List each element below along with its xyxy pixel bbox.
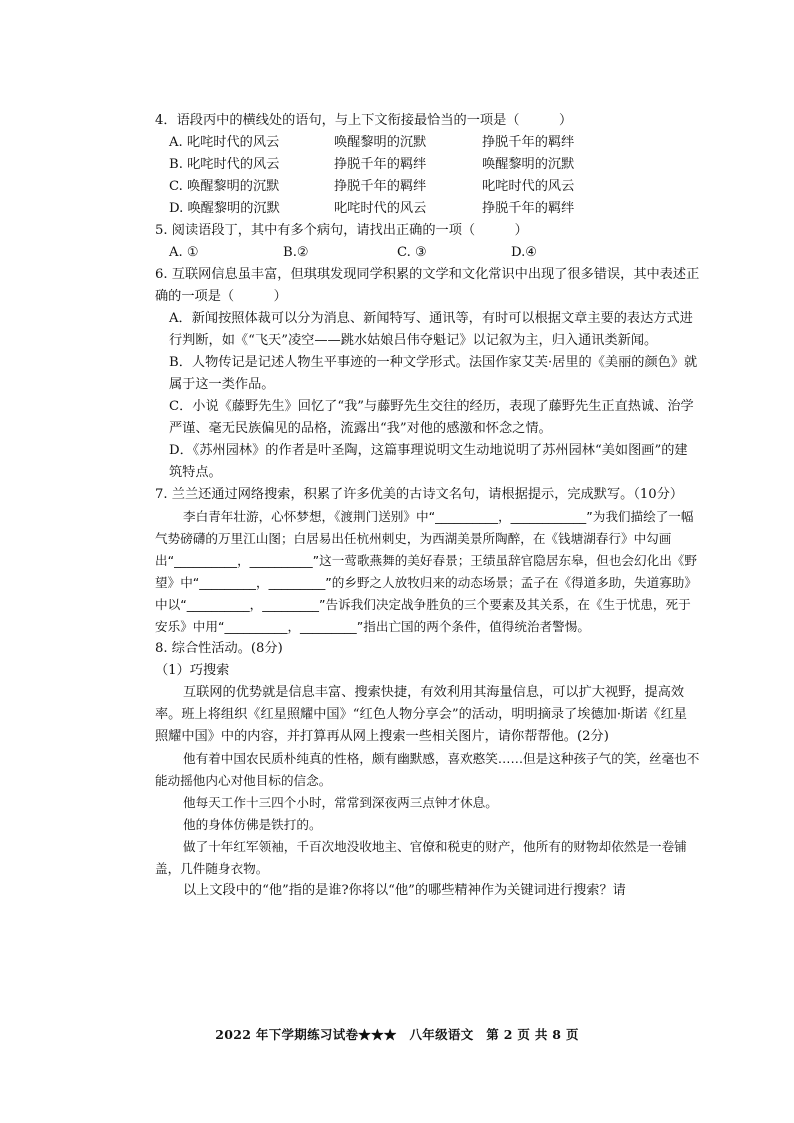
option-text: 叱咤时代的风云 (482, 179, 575, 194)
q8-excerpt: 他的身体仿佛是铁打的。 (183, 817, 322, 832)
q8-intro: 互联网的优势就是信息丰富、搜索快捷，有效利用其海量信息，可以扩大视野，提高效率。班上将组织《红星照耀中国》“红色人物分享会”的活动，明明摘录了埃德加·斯诺《红星照耀中国》中的内容，并打算再从网上搜索一些相关图片，请你帮帮他。(2分) (155, 685, 687, 744)
q5-option-c: C. ③ (397, 245, 427, 260)
q7-body: 李白青年壮游，心怀梦想，《渡荆门送别》中“__________，____________”为我们描绘了一幅气势磅礴的万里江山图；白居易出任杭州刺史，为西湖美景所陶醉，在《钱塘湖春行》中勾画出“__________，__________”这一莺歌燕舞的美好春景；王绩虽辞官隐居东皋，但也会幻化出《野望》中“_________，_________”的乡野之人放牧归来的动态场景；孟子在《得道多助，失道寡助》中以“__________，_________”告诉我们决定战争胜负的三个要素及其关系，在《生于忧患，死于安乐》中用“__________，_________”指出亡国的两个条件，值得统治者警惕。 (155, 509, 697, 634)
q8-excerpt: 他每天工作十三四个小时，常常到深夜两三点钟才休息。 (183, 795, 498, 810)
q5-option-b: B.② (283, 245, 309, 260)
q4-option-b (155, 154, 700, 176)
option-text: 唤醒黎明的沉默 (334, 135, 427, 150)
q5-option-d: D.④ (511, 245, 538, 260)
q6-option-b: B．人物传记是记述人物生平事迹的一种文学形式。法国作家艾芙·居里的《美丽的颜色》就属于这一类作品。 (169, 355, 698, 392)
q8-excerpt: 他有着中国农民质朴纯真的性格，颇有幽默感，喜欢憨笑……但是这种孩子气的笑，丝毫也不能动摇他内心对他目标的信念。 (155, 751, 700, 788)
q6-option-c: C．小说《藤野先生》回忆了“我”与藤野先生交往的经历，表现了藤野先生正直热诚、治学严谨、毫无民族偏见的品格，流露出“我”对他的感激和怀念之情。 (169, 399, 694, 436)
option-text: 挣脱千年的羁绊 (334, 179, 427, 194)
q6-option-a: A．新闻按照体裁可以分为消息、新闻特写、通讯等，有时可以根据文章主要的表达方式进行判断，如《“飞天”凌空——跳水姑娘吕伟夺魁记》以记叙为主，归入通讯类新闻。 (169, 311, 693, 348)
q8-question: 以上文段中的“他”指的是谁?你将以“他”的哪些精神作为关键词进行搜索？请 (183, 883, 626, 898)
option-text: 挣脱千年的羁绊 (482, 201, 575, 216)
option-text: 叱咤时代的风云 (334, 201, 427, 216)
q4-option-a (155, 132, 700, 154)
option-text: A. 叱咤时代的风云 (169, 135, 280, 150)
page-footer: 2022 年下学期练习试卷★★★ 八年级语文 第 2 页 共 8 页 (215, 1027, 579, 1042)
q4-option-d (155, 198, 700, 220)
option-text: 挣脱千年的羁绊 (334, 157, 427, 172)
option-text: D. 唤醒黎明的沉默 (169, 201, 280, 216)
exam-content (155, 110, 700, 902)
q8-stem: 8. 综合性活动。(8分) (155, 641, 283, 656)
q5-stem: 5. 阅读语段丁，其中有多个病句，请找出正确的一项（ ） (155, 223, 528, 238)
option-text: 唤醒黎明的沉默 (482, 157, 575, 172)
q5-option-a: A. ① (169, 245, 199, 260)
q5-options (155, 242, 700, 264)
q4-stem: 4．语段丙中的横线处的语句，与上下文衔接最恰当的一项是（ ） (155, 113, 573, 128)
option-text: C. 唤醒黎明的沉默 (169, 179, 280, 194)
q4-option-c (155, 176, 700, 198)
q8-sub1: （1）巧搜索 (155, 663, 230, 678)
option-text: B. 叱咤时代的风云 (169, 157, 280, 172)
option-text: 挣脱千年的羁绊 (482, 135, 575, 150)
q8-excerpt: 做了十年红军领袖，千百次地没收地主、官僚和税吏的财产，他所有的财物却依然是一卷铺盖，几件随身衣物。 (155, 839, 687, 876)
q6-stem: 6. 互联网信息虽丰富，但琪琪发现同学积累的文学和文化常识中出现了很多错误，其中表述正确的一项是（ ） (155, 267, 700, 304)
q6-option-d: D．《苏州园林》的作者是叶圣陶，这篇事理说明文生动地说明了苏州园林“美如图画”的建筑特点。 (169, 443, 688, 480)
q7-stem: 7. 兰兰还通过网络搜索，积累了许多优美的古诗文名句，请根据提示，完成默写。（10分） (155, 487, 684, 502)
